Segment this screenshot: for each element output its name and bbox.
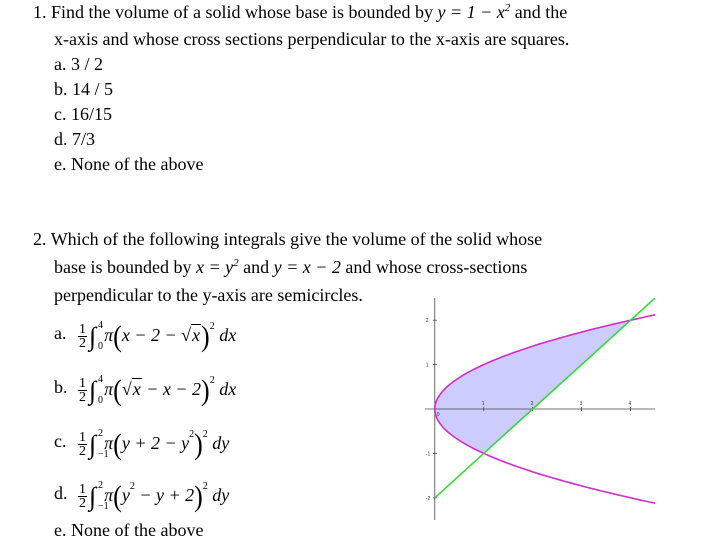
coefficient-fraction: $\frac{1}{2}$ — [79, 322, 86, 352]
q1-option-d[interactable]: d. 7/3 — [54, 129, 96, 149]
origin-label: 0 — [436, 412, 440, 418]
q2-stem-line3: perpendicular to the y-axis are semicircles. — [54, 285, 363, 305]
q1-equation: $y = 1 - x^2$ — [437, 2, 511, 22]
q2-equation-2: y = x − 2 — [273, 257, 341, 277]
q1-stem-line2: x-axis and whose cross sections perpendicular to the x-axis are squares. — [54, 29, 570, 49]
shaded-region — [435, 320, 631, 453]
q2-stem-line1 — [33, 228, 542, 250]
q2-stem-text: Which of the following integrals give the volume of the solid whose — [50, 229, 543, 249]
integral-sign: ∫ 2 −1 — [89, 479, 109, 512]
x-tick-label: 3 — [579, 401, 583, 407]
coefficient-fraction: $\frac{1}{2}$ — [79, 482, 86, 512]
q1-option-b[interactable]: b. 14 / 5 — [54, 79, 114, 99]
y-tick-label: -2 — [425, 495, 431, 502]
integral-sign: ∫ 4 0 — [89, 373, 103, 406]
q1-stem-text-end: and the — [514, 2, 568, 22]
q1-stem-line1 — [33, 1, 567, 23]
integral-sign: ∫ 2 −1 — [89, 427, 109, 460]
x-tick-label: 2 — [530, 401, 534, 407]
y-tick-label: 2 — [425, 318, 429, 325]
q1-option-a[interactable]: a. 3 / 2 — [54, 54, 104, 74]
q2-equation-1: $x = y^2$ — [195, 257, 239, 277]
q1-number: 1. — [33, 2, 47, 22]
y-tick-label: 1 — [425, 362, 429, 369]
x-tick-label: 1 — [481, 401, 485, 407]
region-graph — [425, 298, 655, 520]
q2-number: 2. — [33, 229, 47, 249]
x-tick-label: 4 — [628, 401, 632, 407]
q2-stem-line2: base is bounded by $x = y^2$ and y = x − 2 and whose cross-sections — [54, 257, 528, 277]
coefficient-fraction: $\frac{1}{2}$ — [79, 376, 86, 406]
q2-option-e[interactable]: e. None of the above — [54, 520, 204, 540]
integral-sign: ∫ 4 0 — [89, 319, 103, 352]
coefficient-fraction: $\frac{1}{2}$ — [79, 430, 86, 460]
q1-option-c[interactable]: c. 16/15 — [54, 104, 113, 124]
y-tick-label: -1 — [425, 451, 431, 458]
q1-stem-text: Find the volume of a solid whose base is bounded by — [51, 2, 433, 22]
q1-option-e[interactable]: e. None of the above — [54, 154, 204, 174]
